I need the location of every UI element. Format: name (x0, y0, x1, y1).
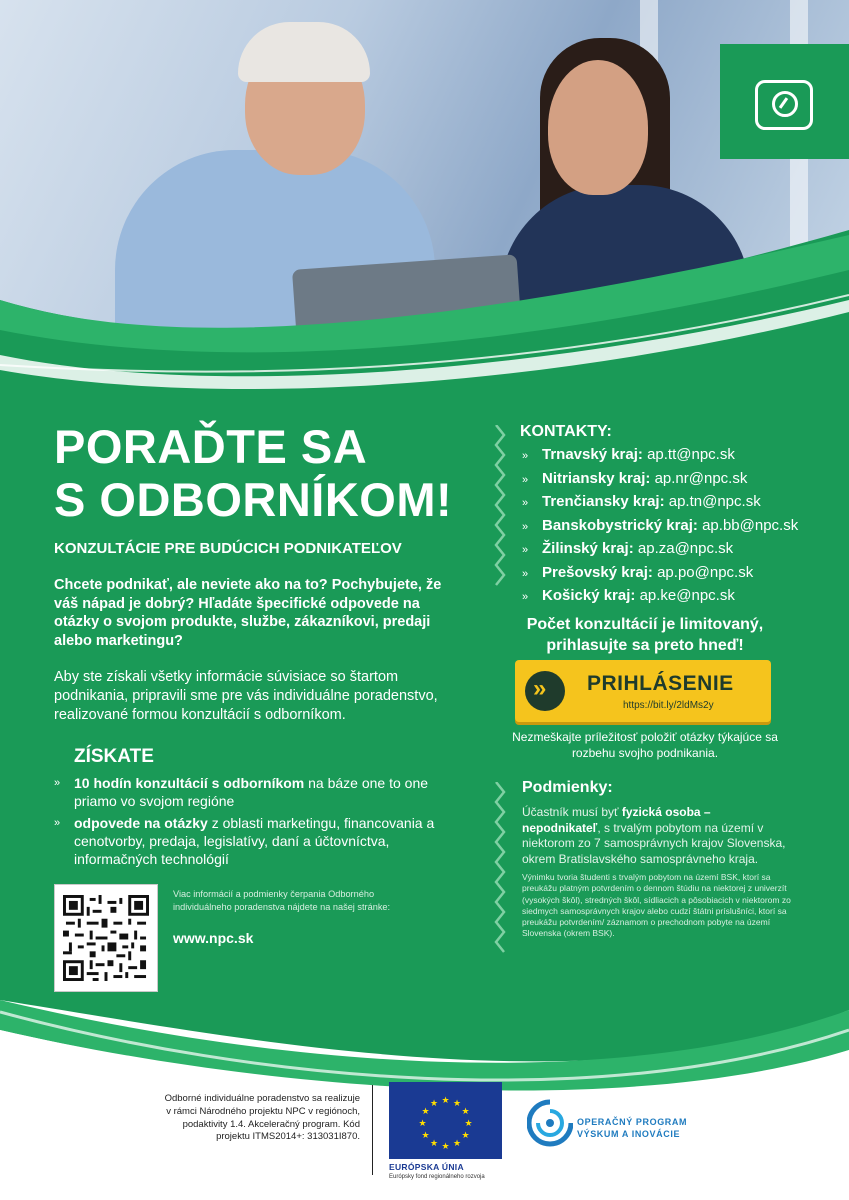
op-line-1: OPERAČNÝ PROGRAM (577, 1117, 688, 1127)
conditions-title: Podmienky: (522, 779, 613, 796)
intro-questions: Chcete podnikať, ale neviete ako na to? Pochybujete, že váš nápad je dobrý? Hľadáte špecifické odpovede na otázky o svojom produkte, službe, zákazníkovi, predaji alebo marketingu? (54, 577, 442, 649)
contact-email[interactable]: ap.po@npc.sk (657, 563, 754, 581)
list-item (54, 774, 454, 810)
footer-divider (372, 1085, 373, 1175)
headline-line-1: PORAĎTE SA (54, 420, 368, 473)
svg-text:★: ★ (429, 1099, 439, 1109)
contact-email[interactable]: ap.bb@npc.sk (702, 516, 799, 534)
contact-email[interactable]: ap.ke@npc.sk (639, 587, 735, 604)
contact-region: Košický kraj: (542, 587, 636, 604)
contact-email[interactable]: ap.nr@npc.sk (654, 469, 748, 487)
eu-title: EURÓPSKA ÚNIA (389, 1162, 464, 1172)
qr-code[interactable] (54, 884, 158, 992)
svg-text:★: ★ (441, 1096, 450, 1106)
benefit-text: z oblasti marketingu, financovania a cenotvorby, predaja, legislatívy, daní a účtovníctva, informačných technológií (74, 815, 435, 867)
zigzag-divider (492, 425, 508, 590)
svg-text:★: ★ (461, 1107, 470, 1117)
svg-text:★: ★ (461, 1131, 470, 1141)
double-chevron-icon: » (522, 520, 529, 533)
zigzag-divider (492, 782, 508, 962)
limit-line-2: prihlasujte sa preto hneď! (546, 637, 744, 654)
contact-email[interactable]: ap.tt@npc.sk (647, 446, 735, 463)
svg-text:★: ★ (452, 1139, 462, 1149)
svg-text:★: ★ (418, 1119, 427, 1129)
contact-region: Nitriansky kraj: (542, 469, 651, 487)
double-chevron-icon: » (522, 497, 529, 509)
double-chevron-icon: » (54, 817, 61, 829)
fast-forward-icon: » (525, 671, 565, 711)
svg-text:★: ★ (421, 1107, 430, 1117)
svg-text:★: ★ (441, 1142, 450, 1152)
benefit-text: na báze one to one priamo vo svojom regióne (74, 775, 429, 809)
signup-url: https://bit.ly/2ldMs2y (623, 700, 714, 711)
contact-email[interactable]: ap.tn@npc.sk (668, 493, 761, 510)
op-program-logo-icon (527, 1098, 573, 1148)
contact-item (522, 444, 798, 468)
contact-region: Prešovský kraj: (542, 563, 653, 581)
qr-info-text: Viac informácií a podmienky čerpania Odborného individuálneho poradenstva nájdete na našej stránke: (173, 889, 391, 912)
project-info: Odborné individuálne poradenstvo sa realizuje v rámci Národného projektu NPC v regiónoch, podaktivity 1.4. Akceleračný program. Kód projektu ITMS2014+: 313031I870. (164, 1093, 360, 1143)
contacts-list (522, 444, 798, 609)
eu-flag-icon (389, 1082, 502, 1159)
contact-item (522, 538, 798, 562)
svg-text:★: ★ (452, 1099, 462, 1109)
signup-note: Nezmeškajte príležitosť položiť otázky týkajúce sa rozbehu svojho podnikania. (512, 730, 778, 760)
conditions-text-end: , s trvalým pobytom na území v niektorom zo 7 samosprávnych krajov Slovenska, okrem Bratislavského samosprávneho kraja. (522, 820, 786, 866)
double-chevron-icon: » (522, 591, 529, 603)
limit-line-1: Počet konzultácií je limitovaný, (526, 616, 764, 633)
op-line-2: VÝSKUM A INOVÁCIE (577, 1129, 681, 1139)
headline (54, 420, 452, 526)
contact-region: Trnavský kraj: (542, 446, 643, 463)
benefit-bold: odpovede na otázky (74, 815, 208, 831)
qr-code-pattern (63, 893, 149, 983)
contact-item (522, 491, 798, 515)
double-chevron-icon: » (522, 450, 529, 462)
conditions-text (522, 805, 792, 867)
subheadline: KONZULTÁCIE PRE BUDÚCICH PODNIKATEĽOV (54, 540, 402, 557)
conditions-exception: Výnimku tvoria študenti s trvalým pobytom na území BSK, ktorí sa preukážu platným potvrdením o dennom štúdiu na niektorej z univerzít (vysokých škôl), stredných škôl, sídliacich a pôsobiacich v niektorom zo siedmych samosprávnych krajov alebo cudzí štátni príslušníci, ktorí sa preukážu potvrdením/ záznamom o prechodnom pobyte na území Slovenska (okrem BSK). (522, 872, 791, 939)
conditions-text-bold: fyzická osoba – nepodnikateľ (522, 805, 711, 835)
contact-item (522, 585, 798, 609)
eu-stars (389, 1082, 502, 1159)
benefit-bold: 10 hodín konzultácií s odborníkom (74, 775, 305, 791)
contact-region: Žilinský kraj: (542, 540, 634, 557)
double-chevron-icon: » (522, 473, 529, 486)
svg-text:★: ★ (421, 1131, 430, 1141)
contact-region: Trenčiansky kraj: (542, 493, 665, 510)
op-program-text (577, 1116, 687, 1140)
svg-text:★: ★ (464, 1119, 473, 1129)
benefits-list (54, 774, 454, 872)
signup-button[interactable] (515, 660, 771, 722)
website-link[interactable]: www.npc.sk (173, 930, 254, 946)
conditions-text-start: Účastník musí byť (522, 805, 622, 819)
headline-line-2: S ODBORNÍKOM! (54, 473, 453, 526)
contacts-title: KONTAKTY: (520, 423, 612, 440)
list-item (54, 814, 454, 868)
benefits-title: ZÍSKATE (74, 746, 154, 767)
limit-notice (505, 614, 785, 656)
contact-item (522, 562, 798, 586)
contact-region: Banskobystrický kraj: (542, 516, 698, 534)
intro-paragraph: Aby ste získali všetky informácie súvisiace so štartom podnikania, pripravili sme pre vás individuálne poradenstvo, realizované formou konzultácií s odborníkom. (54, 669, 438, 723)
contact-item (522, 515, 798, 539)
double-chevron-icon: » (522, 544, 529, 556)
double-chevron-icon: » (522, 567, 529, 580)
signup-button-label: PRIHLÁSENIE (587, 672, 734, 695)
contact-item (522, 468, 798, 492)
svg-text:★: ★ (429, 1139, 439, 1149)
contact-email[interactable]: ap.za@npc.sk (637, 540, 734, 557)
speedometer-icon (755, 80, 813, 130)
speedometer-dial (772, 91, 798, 117)
eu-subtitle: Európsky fond regionálneho rozvoja (389, 1174, 485, 1180)
double-chevron-icon: » (54, 777, 61, 789)
